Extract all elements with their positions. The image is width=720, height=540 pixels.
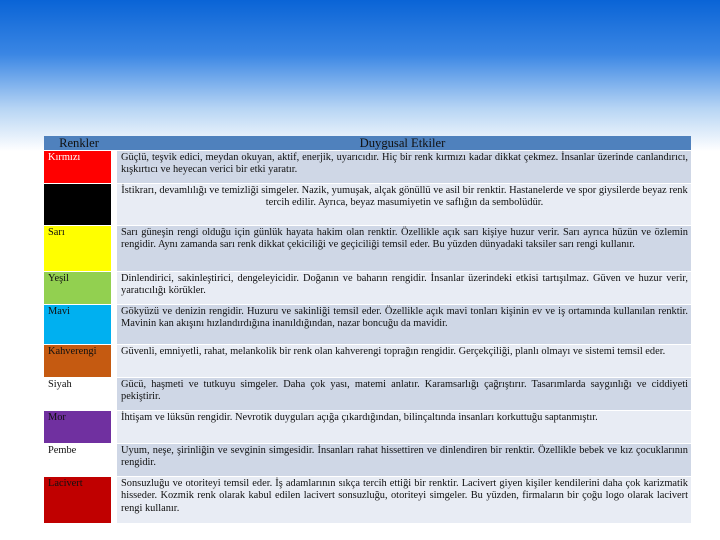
color-description: Dinlendirici, sakinleştirici, dengeleyicidir. Doğanın ve baharın rengidir. İnsanlar üzerindeki etkisi tartışılmaz. Güven ve huzur verir, yaratıcılığı körükler.	[114, 272, 691, 305]
table-row	[44, 226, 691, 272]
table-header-row	[44, 136, 691, 151]
table-row	[44, 378, 691, 411]
color-description: Sarı güneşin rengi olduğu için günlük hayata hakim olan renktir. Özellikle açık sarı kişiye huzur verir. Sarı ayrıca hüzün ve özlemin rengidir. Aynı zamanda sarı renk dikkat çekiciliği ve geçiciliği temsil eder. Bu yüzden dünyadaki taksiler sarı rengi kullanır.	[114, 226, 691, 272]
table-row	[44, 272, 691, 305]
color-name-cell: Lacivert	[44, 477, 114, 523]
color-description: Gökyüzü ve denizin rengidir. Huzuru ve sakinliği temsil eder. Özellikle açık mavi tonları kişinin ev ve iş ortamında kullanılan renktir. Mavinin kan akışını hızlandırdığına inanıldığından, nazar boncuğu da mavidir.	[114, 305, 691, 345]
color-description: Sonsuzluğu ve otoriteyi temsil eder. İş adamlarının sıkça tercih ettiği bir renktir. Lacivert giyen kişiler kendilerini daha çok karizmatik hisseder. Kozmik renk olarak kabul edilen lacivert sonsuzluğu, otoriteyi simgeler. Bu yüzden, firmaların bir çoğu logo olarak lacivert rengi kullanır.	[114, 477, 691, 523]
table-row	[44, 345, 691, 378]
header-colors: Renkler	[44, 136, 114, 151]
table-row	[44, 444, 691, 477]
color-description: Uyum, neşe, şirinliğin ve sevginin simgesidir. İnsanları rahat hissettiren ve dinlendiren bir renktir. Özellikle bebek ve kız çocuklarının rengidir.	[114, 444, 691, 477]
color-description: İstikrarı, devamlılığı ve temizliği simgeler. Nazik, yumuşak, alçak gönüllü ve asil bir renktir. Hastanelerde ve spor giysilerde beyaz renk tercih edilir. Ayrıca, beyaz masumiyetin ve saflığın da sembolüdür.	[114, 184, 691, 226]
color-description: Güçlü, teşvik edici, meydan okuyan, aktif, enerjik, uyarıcıdır. Hiç bir renk kırmızı kadar dikkat çekmez. İnsanlar üzerinde canlandırıcı, kışkırtıcı ve heyecan verici bir etki yaratır.	[114, 151, 691, 184]
table-row	[44, 477, 691, 523]
color-emotions-table	[44, 136, 691, 523]
color-name-cell: Siyah	[44, 378, 114, 411]
color-name-cell: Kahverengi	[44, 345, 114, 378]
table-row	[44, 305, 691, 345]
color-description: Gücü, haşmeti ve tutkuyu simgeler. Daha çok yası, matemi anlatır. Karamsarlığı çağrıştırır. Tasarımlarda saygınlığı ve ciddiyeti pekiştirir.	[114, 378, 691, 411]
table-row	[44, 411, 691, 444]
color-name-cell: Kırmızı	[44, 151, 114, 184]
header-emotional-effects: Duygusal Etkiler	[114, 136, 691, 151]
table-row	[44, 184, 691, 226]
color-name-cell: Pembe	[44, 444, 114, 477]
color-name-cell: Yeşil	[44, 272, 114, 305]
color-description: Güvenli, emniyetli, rahat, melankolik bir renk olan kahverengi toprağın rengidir. Gerçekçiliği, planlı olmayı ve sistemi temsil eder.	[114, 345, 691, 378]
color-name-cell: Mavi	[44, 305, 114, 345]
color-name-cell: Sarı	[44, 226, 114, 272]
color-name-cell	[44, 184, 114, 226]
color-description: İhtişam ve lüksün rengidir. Nevrotik duyguları açığa çıkardığından, bilinçaltında insanları korkuttuğu saptanmıştır.	[114, 411, 691, 444]
table-row	[44, 151, 691, 184]
color-name-cell: Mor	[44, 411, 114, 444]
